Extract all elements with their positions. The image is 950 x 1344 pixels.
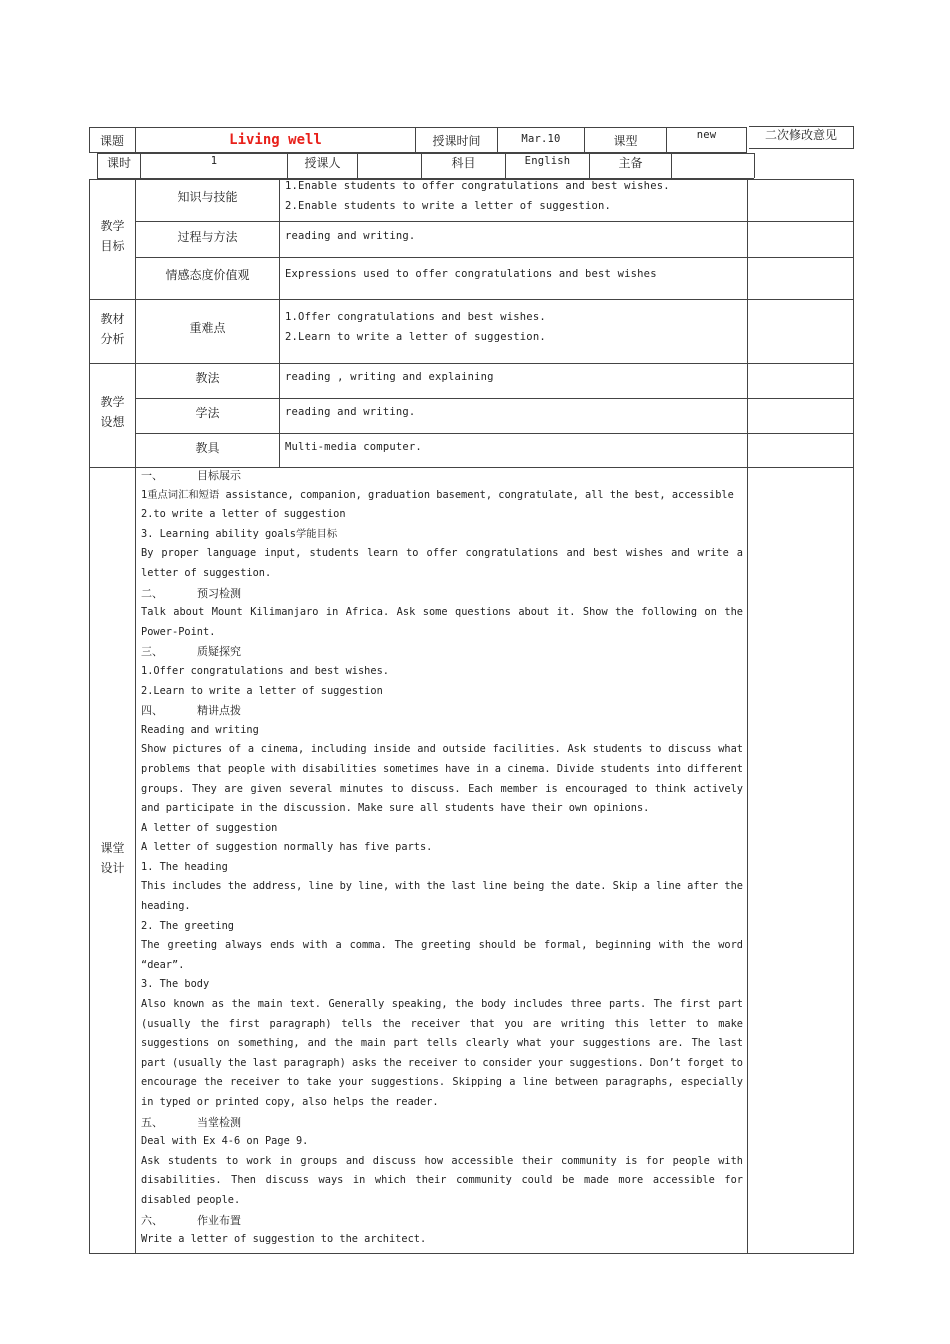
- design-line: By proper language input, students learn to offer congratulations and best wishes and write a letter of suggestion.: [141, 547, 743, 579]
- design-line: 2.to write a letter of suggestion: [141, 508, 346, 521]
- key-points-label: 重难点: [189, 321, 226, 335]
- key-point-1: 1.Offer congratulations and best wishes.: [285, 311, 546, 323]
- study-method-value: reading and writing.: [285, 406, 416, 418]
- design-line: 1重点词汇和短语 assistance, companion, graduation basement, congratulate, all the best, accessible: [141, 488, 734, 501]
- teacher-label: 授课人: [304, 156, 341, 170]
- emotion-label: 情感态度价值观: [165, 268, 250, 282]
- design-line: Reading and writing: [141, 723, 259, 736]
- time-value: Mar.10: [521, 133, 561, 145]
- design-line: 2. The greeting: [141, 919, 234, 932]
- time-label: 授课时间: [432, 134, 481, 148]
- period-value: 1: [210, 155, 218, 167]
- type-label: 课型: [613, 134, 638, 148]
- design-line: Deal with Ex 4-6 on Page 9.: [141, 1135, 309, 1148]
- design-line: 3. The body: [141, 978, 210, 991]
- knowledge-line-2: 2.Enable students to write a letter of suggestion.: [285, 200, 612, 212]
- section-2-heading: 二、 预习检测: [141, 586, 241, 600]
- design-line: 3. Learning ability goals学能目标: [141, 527, 338, 540]
- objectives-group-label: 教学 目标: [100, 219, 125, 253]
- emotion-value: Expressions used to offer congratulations and best wishes: [285, 268, 657, 280]
- tools-label: 教具: [195, 441, 220, 455]
- revision-label: 二次修改意见: [764, 128, 837, 142]
- topic-label: 课题: [100, 134, 125, 148]
- lead-label: 主备: [618, 156, 643, 170]
- teaching-method-label: 教法: [195, 371, 220, 385]
- process-label: 过程与方法: [177, 230, 238, 244]
- design-line: A letter of suggestion normally has five parts.: [141, 841, 433, 854]
- section-1-heading: 一、 目标展示: [141, 469, 241, 482]
- lesson-title: Living well: [229, 132, 322, 148]
- design-group-label: 课堂 设计: [100, 841, 125, 875]
- section-4-heading: 四、 精讲点拨: [141, 704, 241, 718]
- knowledge-line-1: 1.Enable students to offer congratulations and best wishes.: [285, 180, 670, 192]
- design-line: This includes the address, line by line, with the last line being the date. Skip a line after the heading.: [141, 880, 743, 913]
- design-line: The greeting always ends with a comma. The greeting should be formal, beginning with the word “dear”.: [141, 939, 743, 971]
- teaching-method-value: reading , writing and explaining: [285, 371, 494, 383]
- section-5-heading: 五、 当堂检测: [141, 1115, 241, 1129]
- design-line: Ask students to work in groups and discuss how accessible their community is for people with disabilities. Then discuss ways in which their community could be made more accessible for disabled people.: [141, 1154, 743, 1206]
- tools-value: Multi-media computer.: [285, 441, 422, 453]
- design-line: 2.Learn to write a letter of suggestion: [141, 684, 383, 697]
- key-point-2: 2.Learn to write a letter of suggestion.: [285, 331, 546, 343]
- type-value: new: [696, 129, 717, 141]
- design-line: 1.Offer congratulations and best wishes.: [141, 664, 389, 677]
- subject-label: 科目: [451, 156, 476, 170]
- design-line: Show pictures of a cinema, including inside and outside facilities. Ask students to discuss what problems that people with disabilities sometimes have in a cinema. Divide students into different groups. They are given several minutes to discuss. Each member is encouraged to think actively and participate in the discussion. Make sure all students have their own opinions.: [141, 743, 743, 815]
- design-content: [141, 466, 743, 1250]
- process-value: reading and writing.: [285, 230, 416, 242]
- design-line: 1. The heading: [141, 860, 228, 873]
- design-line: Also known as the main text. Generally speaking, the body includes three parts. The first part (usually the first paragraph) tells the receiver that you are writing this letter to make suggestions on something, and the main part tells clearly what your suggestions are. The last part (usually the last paragraph) asks the receiver to consider your suggestions. Don’t forget to encourage the receiver to take your suggestions. Skipping a line between paragraphs, especially in typed or printed copy, also helps the reader.: [141, 998, 743, 1108]
- concept-group-label: 教学 设想: [100, 395, 125, 429]
- section-3-heading: 三、 质疑探究: [141, 645, 241, 659]
- analysis-group-label: 教材 分析: [100, 312, 125, 346]
- design-line: Write a letter of suggestion to the architect.: [141, 1233, 427, 1246]
- knowledge-label: 知识与技能: [177, 190, 238, 204]
- design-line: A letter of suggestion: [141, 821, 278, 834]
- section-6-heading: 六、 作业布置: [141, 1213, 241, 1227]
- period-label: 课时: [106, 156, 131, 170]
- design-line: Talk about Mount Kilimanjaro in Africa. Ask some questions about it. Show the following on the Power-Point.: [141, 606, 743, 638]
- study-method-label: 学法: [195, 406, 220, 420]
- subject-value: English: [524, 155, 571, 167]
